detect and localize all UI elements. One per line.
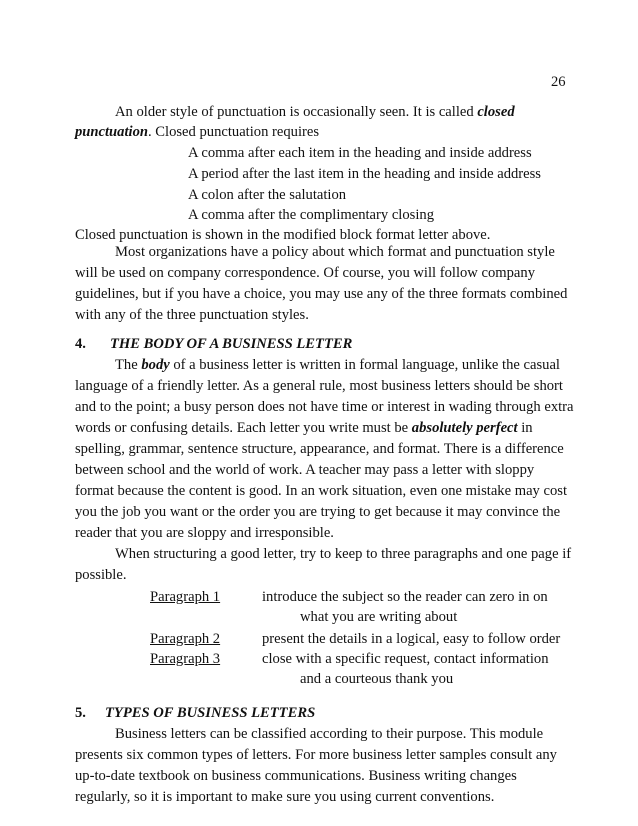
paragraph-2-label: Paragraph 2 [150,631,221,647]
section-5-number: 5. [75,705,86,721]
body-line: you the job you want or the order you are trying to get because it may convince the [75,504,561,520]
closed-line-2: punctuation. Closed punctuation requires [75,124,320,140]
closed-item: A colon after the salutation [188,187,347,203]
section-5-heading: TYPES OF BUSINESS LETTERS [105,705,316,721]
body-line: between school and the world of work. A teacher may pass a letter with sloppy [75,462,535,478]
paragraph-2-text: present the details in a logical, easy to follow order [262,631,561,647]
body-term: body [141,357,170,373]
paragraph-3-text: close with a specific request, contact information [262,651,549,667]
body-line: words or confusing details. Each letter you write must be absolutely perfect in [75,420,533,436]
closed-shown-line: Closed punctuation is shown in the modified block format letter above. [75,227,491,243]
policy-line: will be used on company correspondence. Of course, you will follow company [75,265,535,281]
body-line: spelling, grammar, sentence structure, appearance, and format. There is a difference [75,441,564,457]
paragraph-3-text-cont: and a courteous thank you [300,671,454,687]
closed-item: A period after the last item in the heading and inside address [188,166,541,182]
page-number: 26 [551,74,566,90]
policy-line: with any of the three punctuation styles. [75,307,309,323]
paragraph-1-text: introduce the subject so the reader can zero in on [262,589,548,605]
types-line: up-to-date textbook on business communications. Business writing changes [75,768,517,784]
closed-item: A comma after each item in the heading and inside address [188,145,532,161]
paragraph-1-text-cont: what you are writing about [300,609,458,625]
body-line: language of a friendly letter. As a general rule, most business letters should be short [75,378,563,394]
punctuation-term: punctuation [75,124,148,140]
section-4-number: 4. [75,336,86,352]
types-line: Business letters can be classified according to their purpose. This module [115,726,544,742]
policy-line: Most organizations have a policy about which format and punctuation style [115,244,555,260]
body-line: format because the content is good. In an work situation, even one mistake may cost [75,483,567,499]
paragraph-1-label: Paragraph 1 [150,589,221,605]
body-line: and to the point; a busy person does not have time or interest in wading through extra [75,399,574,415]
policy-line: guidelines, but if you have a choice, you may use any of the three formats combined [75,286,568,302]
body-line: possible. [75,567,127,583]
absolutely-perfect-term: absolutely perfect [411,420,518,436]
section-4-heading: THE BODY OF A BUSINESS LETTER [110,336,353,352]
body-line: When structuring a good letter, try to keep to three paragraphs and one page if [115,546,572,562]
types-line: presents six common types of letters. For more business letter samples consult any [75,747,557,763]
body-line: reader that you are sloppy and irresponsible. [75,525,334,541]
closed-line-1: An older style of punctuation is occasionally seen. It is called closed [115,104,515,120]
paragraph-3-label: Paragraph 3 [150,651,221,667]
body-line: The body of a business letter is written in formal language, unlike the casual [115,357,560,373]
closed-term: closed [477,104,515,120]
closed-item: A comma after the complimentary closing [188,207,434,223]
types-line: regularly, so it is important to make sure you using current conventions. [75,789,495,805]
